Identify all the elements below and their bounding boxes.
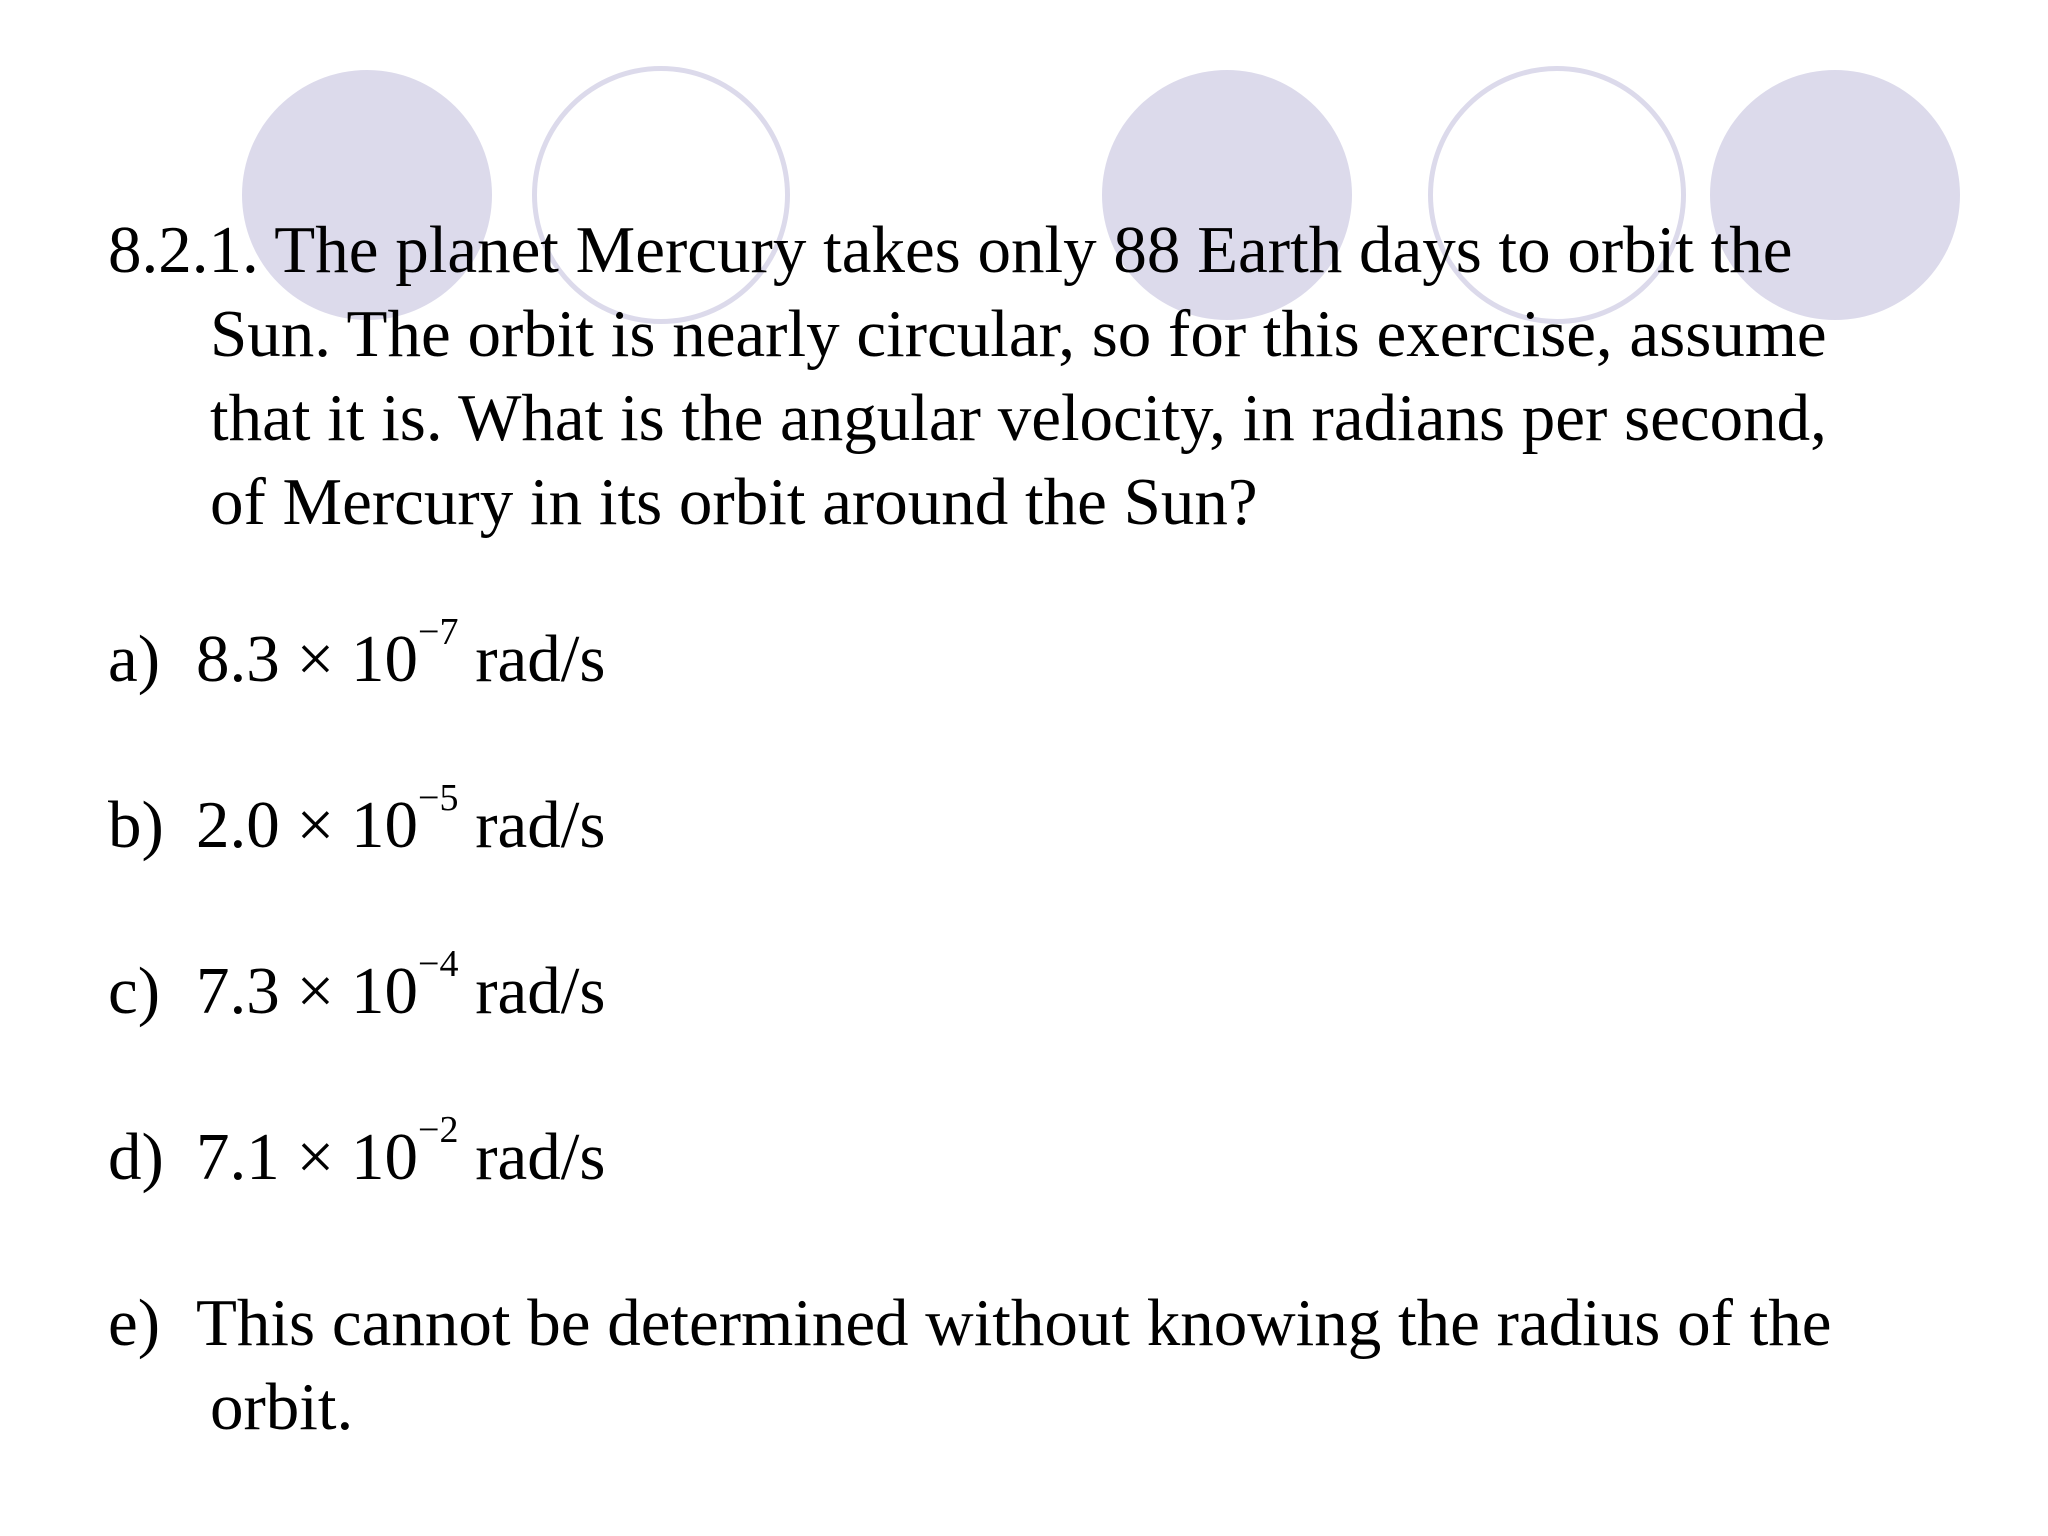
option-value: 7.1 × 10 [196, 1120, 419, 1194]
option-letter: c) [108, 954, 161, 1028]
option-exponent: −7 [418, 611, 459, 653]
answer-option-b[interactable] [108, 777, 606, 867]
option-letter: d) [108, 1120, 164, 1194]
option-exponent: −5 [418, 777, 459, 819]
question-line-1 [108, 208, 1978, 292]
option-letter: a) [108, 622, 161, 696]
option-value: 8.3 × 10 [196, 622, 419, 696]
option-letter: e) [108, 1286, 161, 1360]
option-unit: rad/s [458, 788, 606, 862]
option-unit: rad/s [458, 954, 606, 1028]
answer-option-e[interactable] [108, 1281, 1832, 1449]
option-exponent: −2 [418, 1109, 459, 1151]
option-value: 7.3 × 10 [196, 954, 419, 1028]
option-unit: rad/s [458, 1120, 606, 1194]
question-number: 8.2.1. [108, 213, 259, 287]
question-text [108, 208, 1978, 544]
answer-option-a[interactable] [108, 611, 606, 701]
option-exponent: −4 [418, 943, 459, 985]
option-unit: rad/s [458, 622, 606, 696]
answer-option-d[interactable] [108, 1109, 606, 1199]
question-line-3: that it is. What is the angular velocity, in radians per second, [210, 381, 1827, 455]
option-letter: b) [108, 788, 164, 862]
option-value: 2.0 × 10 [196, 788, 419, 862]
question-line-1-text: The planet Mercury takes only 88 Earth days to orbit the [274, 213, 1793, 287]
answer-option-c[interactable] [108, 943, 606, 1033]
question-line-4: of Mercury in its orbit around the Sun? [210, 465, 1258, 539]
option-text-line-1: This cannot be determined without knowing the radius of the [196, 1286, 1832, 1360]
question-line-2: Sun. The orbit is nearly circular, so for this exercise, assume [210, 297, 1827, 371]
option-text-line-2: orbit. [210, 1370, 354, 1444]
